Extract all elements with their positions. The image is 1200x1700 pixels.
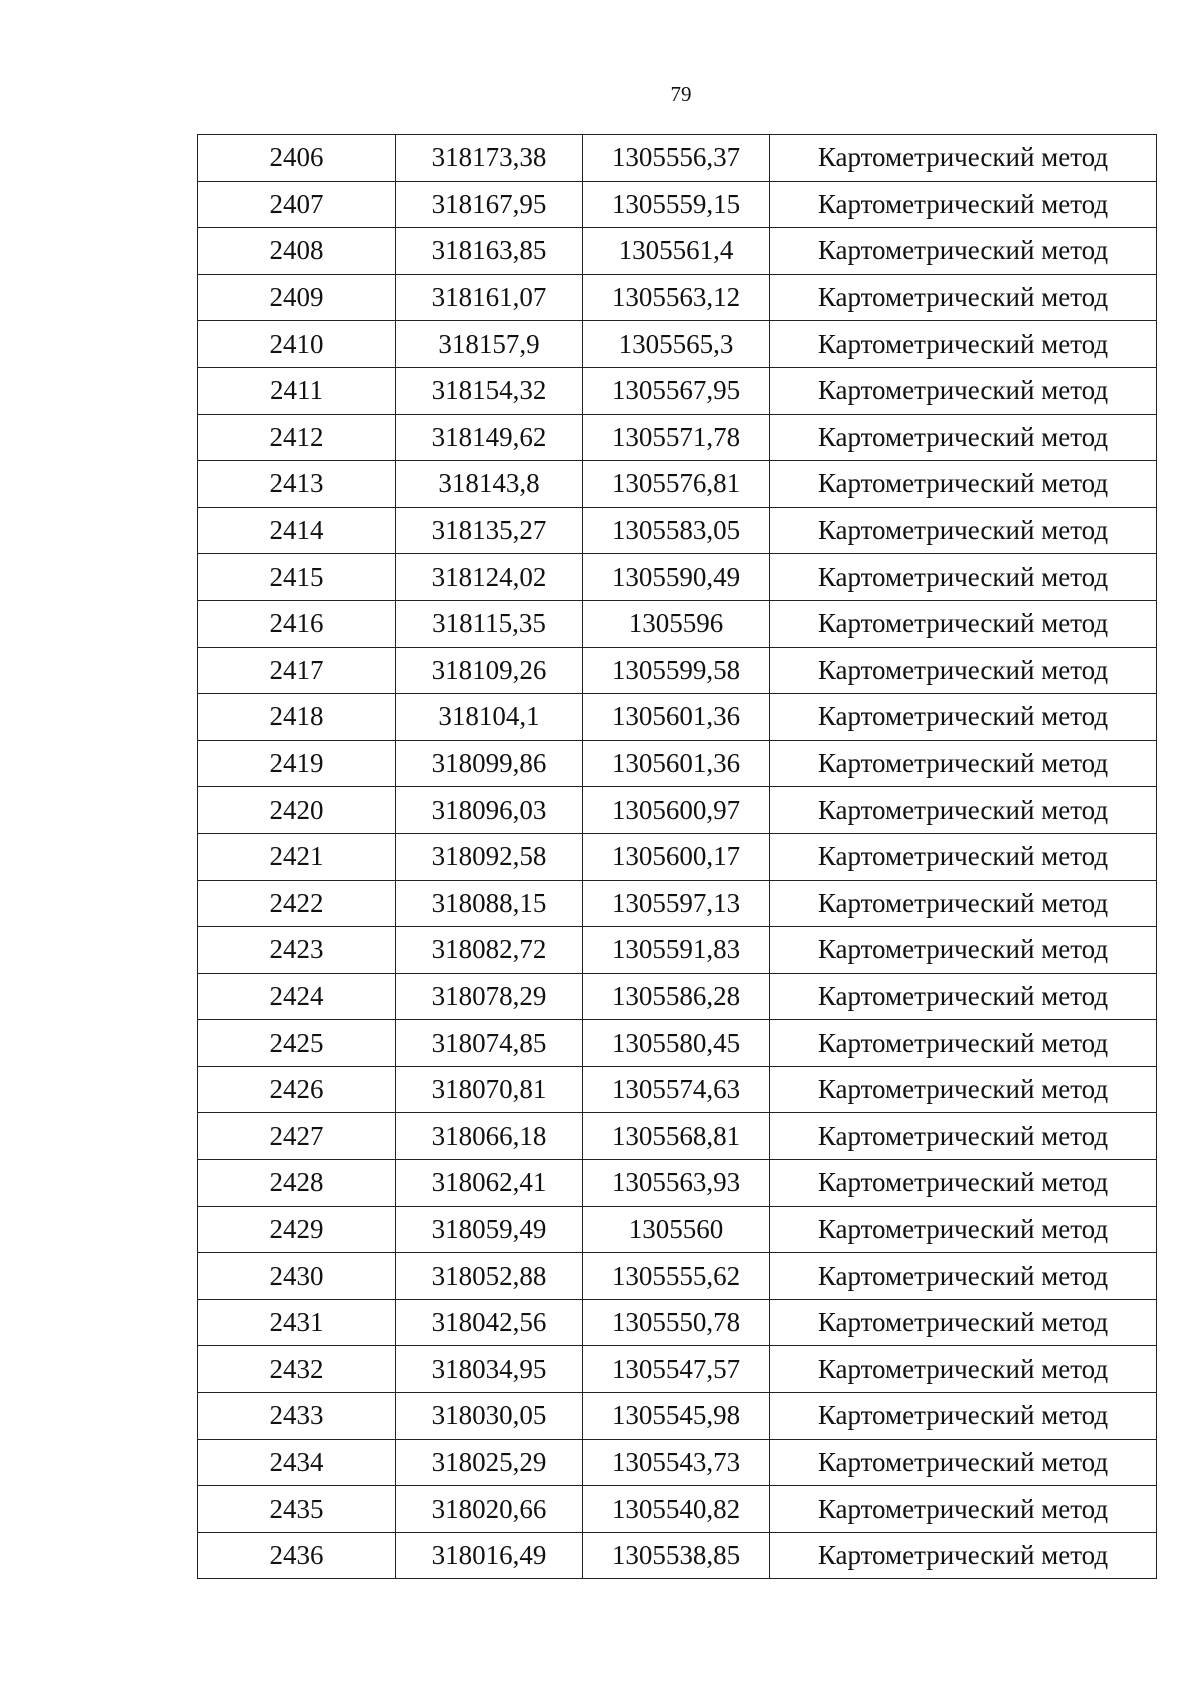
- x-coordinate-cell: 318154,32: [396, 367, 583, 414]
- point-number-cell: 2406: [198, 135, 396, 182]
- table-row: [198, 1066, 1157, 1113]
- method-cell: Картометрический метод: [770, 1113, 1157, 1160]
- table-row: [198, 414, 1157, 461]
- table-row: [198, 321, 1157, 368]
- method-cell: Картометрический метод: [770, 1066, 1157, 1113]
- table-row: [198, 135, 1157, 182]
- table-row: [198, 1299, 1157, 1346]
- table-row: [198, 228, 1157, 275]
- point-number-cell: 2411: [198, 367, 396, 414]
- table-row: [198, 1160, 1157, 1207]
- x-coordinate-cell: 318025,29: [396, 1439, 583, 1486]
- point-number-cell: 2434: [198, 1439, 396, 1486]
- point-number-cell: 2414: [198, 507, 396, 554]
- page-number: 79: [670, 82, 692, 106]
- y-coordinate-cell: 1305571,78: [583, 414, 770, 461]
- y-coordinate-cell: 1305543,73: [583, 1439, 770, 1486]
- method-cell: Картометрический метод: [770, 554, 1157, 601]
- point-number-cell: 2422: [198, 880, 396, 927]
- x-coordinate-cell: 318143,8: [396, 461, 583, 508]
- point-number-cell: 2421: [198, 833, 396, 880]
- x-coordinate-cell: 318074,85: [396, 1020, 583, 1067]
- y-coordinate-cell: 1305550,78: [583, 1299, 770, 1346]
- y-coordinate-cell: 1305596: [583, 600, 770, 647]
- point-number-cell: 2417: [198, 647, 396, 694]
- method-cell: Картометрический метод: [770, 647, 1157, 694]
- table-row: [198, 880, 1157, 927]
- method-cell: Картометрический метод: [770, 1160, 1157, 1207]
- point-number-cell: 2427: [198, 1113, 396, 1160]
- point-number-cell: 2407: [198, 181, 396, 228]
- table-row: [198, 1346, 1157, 1393]
- table-row: [198, 181, 1157, 228]
- y-coordinate-cell: 1305591,83: [583, 927, 770, 974]
- x-coordinate-cell: 318034,95: [396, 1346, 583, 1393]
- x-coordinate-cell: 318149,62: [396, 414, 583, 461]
- y-coordinate-cell: 1305540,82: [583, 1486, 770, 1533]
- point-number-cell: 2436: [198, 1532, 396, 1579]
- x-coordinate-cell: 318030,05: [396, 1393, 583, 1440]
- table-body: [198, 135, 1157, 1579]
- method-cell: Картометрический метод: [770, 274, 1157, 321]
- point-number-cell: 2425: [198, 1020, 396, 1067]
- point-number-cell: 2416: [198, 600, 396, 647]
- y-coordinate-cell: 1305599,58: [583, 647, 770, 694]
- y-coordinate-cell: 1305567,95: [583, 367, 770, 414]
- point-number-cell: 2418: [198, 694, 396, 741]
- point-number-cell: 2413: [198, 461, 396, 508]
- method-cell: Картометрический метод: [770, 507, 1157, 554]
- method-cell: Картометрический метод: [770, 367, 1157, 414]
- y-coordinate-cell: 1305576,81: [583, 461, 770, 508]
- point-number-cell: 2428: [198, 1160, 396, 1207]
- coordinates-table-container: [197, 134, 1157, 1579]
- table-row: [198, 1020, 1157, 1067]
- y-coordinate-cell: 1305597,13: [583, 880, 770, 927]
- point-number-cell: 2420: [198, 787, 396, 834]
- x-coordinate-cell: 318157,9: [396, 321, 583, 368]
- x-coordinate-cell: 318104,1: [396, 694, 583, 741]
- point-number-cell: 2423: [198, 927, 396, 974]
- x-coordinate-cell: 318082,72: [396, 927, 583, 974]
- x-coordinate-cell: 318066,18: [396, 1113, 583, 1160]
- table-row: [198, 973, 1157, 1020]
- method-cell: Картометрический метод: [770, 414, 1157, 461]
- method-cell: Картометрический метод: [770, 321, 1157, 368]
- y-coordinate-cell: 1305601,36: [583, 740, 770, 787]
- method-cell: Картометрический метод: [770, 1346, 1157, 1393]
- table-row: [198, 1393, 1157, 1440]
- x-coordinate-cell: 318042,56: [396, 1299, 583, 1346]
- table-row: [198, 274, 1157, 321]
- table-row: [198, 507, 1157, 554]
- x-coordinate-cell: 318099,86: [396, 740, 583, 787]
- table-row: [198, 740, 1157, 787]
- point-number-cell: 2429: [198, 1206, 396, 1253]
- table-row: [198, 461, 1157, 508]
- method-cell: Картометрический метод: [770, 787, 1157, 834]
- y-coordinate-cell: 1305600,97: [583, 787, 770, 834]
- point-number-cell: 2432: [198, 1346, 396, 1393]
- method-cell: Картометрический метод: [770, 880, 1157, 927]
- method-cell: Картометрический метод: [770, 1393, 1157, 1440]
- x-coordinate-cell: 318092,58: [396, 833, 583, 880]
- x-coordinate-cell: 318016,49: [396, 1532, 583, 1579]
- method-cell: Картометрический метод: [770, 600, 1157, 647]
- method-cell: Картометрический метод: [770, 1486, 1157, 1533]
- x-coordinate-cell: 318020,66: [396, 1486, 583, 1533]
- method-cell: Картометрический метод: [770, 135, 1157, 182]
- y-coordinate-cell: 1305555,62: [583, 1253, 770, 1300]
- method-cell: Картометрический метод: [770, 1206, 1157, 1253]
- point-number-cell: 2412: [198, 414, 396, 461]
- method-cell: Картометрический метод: [770, 461, 1157, 508]
- y-coordinate-cell: 1305547,57: [583, 1346, 770, 1393]
- point-number-cell: 2408: [198, 228, 396, 275]
- y-coordinate-cell: 1305568,81: [583, 1113, 770, 1160]
- table-row: [198, 787, 1157, 834]
- table-row: [198, 1113, 1157, 1160]
- x-coordinate-cell: 318078,29: [396, 973, 583, 1020]
- y-coordinate-cell: 1305561,4: [583, 228, 770, 275]
- point-number-cell: 2435: [198, 1486, 396, 1533]
- y-coordinate-cell: 1305560: [583, 1206, 770, 1253]
- table-row: [198, 1439, 1157, 1486]
- table-row: [198, 367, 1157, 414]
- method-cell: Картометрический метод: [770, 1299, 1157, 1346]
- table-row: [198, 600, 1157, 647]
- point-number-cell: 2424: [198, 973, 396, 1020]
- method-cell: Картометрический метод: [770, 1253, 1157, 1300]
- method-cell: Картометрический метод: [770, 740, 1157, 787]
- table-row: [198, 1206, 1157, 1253]
- method-cell: Картометрический метод: [770, 228, 1157, 275]
- x-coordinate-cell: 318161,07: [396, 274, 583, 321]
- y-coordinate-cell: 1305545,98: [583, 1393, 770, 1440]
- table-row: [198, 1253, 1157, 1300]
- x-coordinate-cell: 318109,26: [396, 647, 583, 694]
- y-coordinate-cell: 1305559,15: [583, 181, 770, 228]
- point-number-cell: 2426: [198, 1066, 396, 1113]
- table-row: [198, 1532, 1157, 1579]
- y-coordinate-cell: 1305574,63: [583, 1066, 770, 1113]
- x-coordinate-cell: 318115,35: [396, 600, 583, 647]
- method-cell: Картометрический метод: [770, 1439, 1157, 1486]
- method-cell: Картометрический метод: [770, 927, 1157, 974]
- x-coordinate-cell: 318163,85: [396, 228, 583, 275]
- x-coordinate-cell: 318135,27: [396, 507, 583, 554]
- y-coordinate-cell: 1305563,93: [583, 1160, 770, 1207]
- method-cell: Картометрический метод: [770, 694, 1157, 741]
- table-row: [198, 554, 1157, 601]
- point-number-cell: 2430: [198, 1253, 396, 1300]
- table-row: [198, 927, 1157, 974]
- point-number-cell: 2410: [198, 321, 396, 368]
- x-coordinate-cell: 318096,03: [396, 787, 583, 834]
- point-number-cell: 2419: [198, 740, 396, 787]
- x-coordinate-cell: 318173,38: [396, 135, 583, 182]
- x-coordinate-cell: 318124,02: [396, 554, 583, 601]
- y-coordinate-cell: 1305590,49: [583, 554, 770, 601]
- table-row: [198, 1486, 1157, 1533]
- method-cell: Картометрический метод: [770, 1532, 1157, 1579]
- method-cell: Картометрический метод: [770, 181, 1157, 228]
- method-cell: Картометрический метод: [770, 833, 1157, 880]
- point-number-cell: 2409: [198, 274, 396, 321]
- method-cell: Картометрический метод: [770, 973, 1157, 1020]
- x-coordinate-cell: 318059,49: [396, 1206, 583, 1253]
- x-coordinate-cell: 318088,15: [396, 880, 583, 927]
- y-coordinate-cell: 1305565,3: [583, 321, 770, 368]
- y-coordinate-cell: 1305538,85: [583, 1532, 770, 1579]
- y-coordinate-cell: 1305586,28: [583, 973, 770, 1020]
- y-coordinate-cell: 1305583,05: [583, 507, 770, 554]
- y-coordinate-cell: 1305556,37: [583, 135, 770, 182]
- table-row: [198, 833, 1157, 880]
- y-coordinate-cell: 1305601,36: [583, 694, 770, 741]
- table-row: [198, 647, 1157, 694]
- method-cell: Картометрический метод: [770, 1020, 1157, 1067]
- y-coordinate-cell: 1305580,45: [583, 1020, 770, 1067]
- table-row: [198, 694, 1157, 741]
- point-number-cell: 2415: [198, 554, 396, 601]
- x-coordinate-cell: 318070,81: [396, 1066, 583, 1113]
- y-coordinate-cell: 1305563,12: [583, 274, 770, 321]
- x-coordinate-cell: 318167,95: [396, 181, 583, 228]
- x-coordinate-cell: 318062,41: [396, 1160, 583, 1207]
- point-number-cell: 2431: [198, 1299, 396, 1346]
- x-coordinate-cell: 318052,88: [396, 1253, 583, 1300]
- point-number-cell: 2433: [198, 1393, 396, 1440]
- y-coordinate-cell: 1305600,17: [583, 833, 770, 880]
- coordinates-table: [197, 134, 1157, 1579]
